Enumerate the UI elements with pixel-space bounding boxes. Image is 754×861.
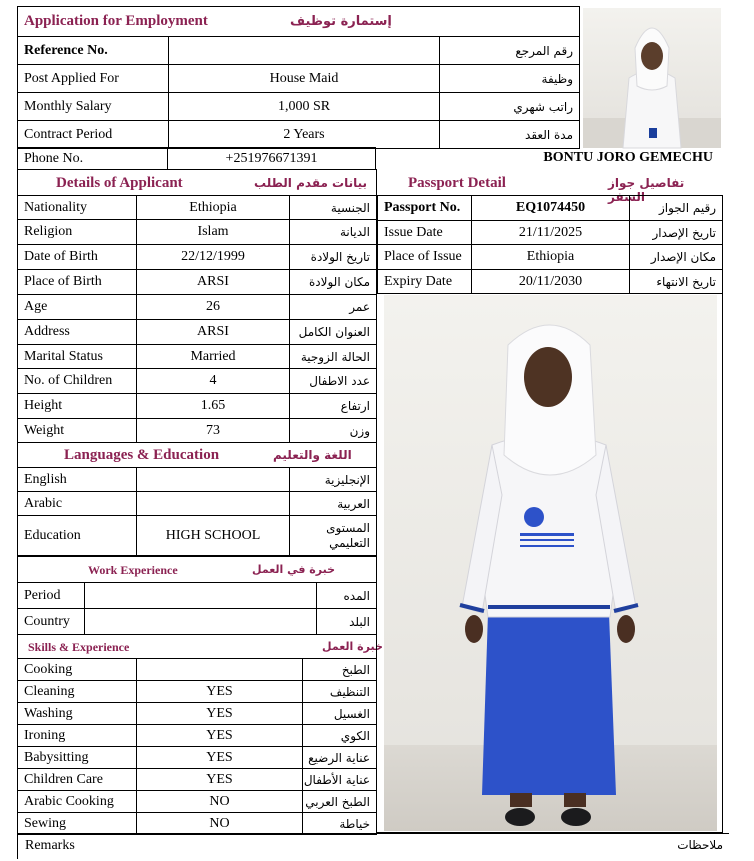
row-label: Place of Birth bbox=[18, 270, 137, 295]
row-ar: الديانة bbox=[290, 220, 377, 245]
top-table bbox=[17, 6, 580, 149]
table-row bbox=[18, 747, 377, 769]
table-row bbox=[18, 419, 377, 443]
row-value bbox=[85, 609, 317, 635]
languages-heading bbox=[18, 443, 377, 468]
row-value bbox=[137, 492, 290, 516]
row-label: Place of Issue bbox=[378, 245, 472, 270]
row-value: 4 bbox=[137, 369, 290, 394]
table-row bbox=[18, 270, 377, 295]
row-value: YES bbox=[137, 703, 303, 725]
work-heading-ar: خبرة في العمل bbox=[252, 563, 336, 576]
row-label: Arabic Cooking bbox=[18, 791, 137, 813]
row-value: 1.65 bbox=[137, 394, 290, 419]
table-row bbox=[378, 270, 723, 294]
form-title bbox=[18, 7, 580, 37]
row-label: Issue Date bbox=[378, 221, 472, 245]
row-value: Ethiopia bbox=[472, 245, 630, 270]
table-row bbox=[18, 813, 377, 835]
skills-heading-ar: خبرة العمل bbox=[322, 640, 383, 653]
top-ar: رقم المرجع bbox=[440, 37, 580, 65]
table-row bbox=[18, 769, 377, 791]
row-ar: عناية الرضيع bbox=[303, 747, 377, 769]
table-row bbox=[18, 791, 377, 813]
table-row bbox=[18, 609, 377, 635]
table-row bbox=[18, 703, 377, 725]
top-row bbox=[18, 65, 580, 93]
row-label: Passport No. bbox=[378, 196, 472, 221]
row-ar: الجنسية bbox=[290, 196, 377, 220]
table-row bbox=[378, 221, 723, 245]
row-value: YES bbox=[137, 681, 303, 703]
top-row bbox=[18, 93, 580, 121]
phone-table bbox=[17, 147, 376, 170]
row-value bbox=[85, 583, 317, 609]
row-value: ARSI bbox=[137, 320, 290, 345]
right-frame bbox=[376, 292, 723, 833]
row-ar: المده bbox=[317, 583, 377, 609]
table-row bbox=[18, 295, 377, 320]
row-ar: البلد bbox=[317, 609, 377, 635]
row-value: NO bbox=[137, 813, 303, 835]
table-row bbox=[18, 320, 377, 345]
work-heading bbox=[18, 557, 377, 583]
row-value: 22/12/1999 bbox=[137, 245, 290, 270]
details-heading-ar: بيانات مقدم الطلب bbox=[254, 176, 368, 190]
row-label: Cleaning bbox=[18, 681, 137, 703]
row-ar: الكوي bbox=[303, 725, 377, 747]
phone-value: +251976671391 bbox=[168, 148, 376, 170]
row-label: Children Care bbox=[18, 769, 137, 791]
details-heading-en: Details of Applicant bbox=[56, 175, 183, 191]
details-heading bbox=[18, 170, 377, 196]
row-ar: عدد الاطفال bbox=[290, 369, 377, 394]
row-value: NO bbox=[137, 791, 303, 813]
table-row bbox=[378, 196, 723, 221]
row-value: YES bbox=[137, 747, 303, 769]
row-label: Education bbox=[18, 516, 137, 556]
row-ar: الغسيل bbox=[303, 703, 377, 725]
table-row bbox=[18, 196, 377, 220]
row-value: 73 bbox=[137, 419, 290, 443]
row-ar: العنوان الكامل bbox=[290, 320, 377, 345]
row-ar: خياطة bbox=[303, 813, 377, 835]
remarks-row bbox=[17, 833, 729, 859]
top-row bbox=[18, 37, 580, 65]
table-row bbox=[18, 725, 377, 747]
row-value: Islam bbox=[137, 220, 290, 245]
row-ar: رقيم الجواز bbox=[630, 196, 723, 221]
table-row bbox=[18, 492, 377, 516]
table-row bbox=[18, 369, 377, 394]
table-row bbox=[18, 583, 377, 609]
row-label: No. of Children bbox=[18, 369, 137, 394]
passport-table bbox=[377, 195, 723, 294]
passport-heading-ar: تفاصيل جواز السفر bbox=[608, 176, 685, 204]
row-label: Babysitting bbox=[18, 747, 137, 769]
row-ar: عناية الأطفال bbox=[303, 769, 377, 791]
row-ar: التنظيف bbox=[303, 681, 377, 703]
title-ar: إستمارة توظيف bbox=[290, 14, 392, 29]
row-value: HIGH SCHOOL bbox=[137, 516, 290, 556]
row-label: Marital Status bbox=[18, 345, 137, 369]
row-label: Sewing bbox=[18, 813, 137, 835]
top-label: Post Applied For bbox=[18, 65, 169, 93]
row-label: Country bbox=[18, 609, 85, 635]
top-ar: راتب شهري bbox=[440, 93, 580, 121]
applicant-photo-small bbox=[583, 8, 721, 148]
languages-heading-en: Languages & Education bbox=[64, 447, 220, 463]
row-value: YES bbox=[137, 725, 303, 747]
languages-heading-ar: اللغة والتعليم bbox=[273, 448, 352, 462]
work-table bbox=[17, 556, 377, 635]
row-label: Religion bbox=[18, 220, 137, 245]
passport-heading bbox=[376, 170, 722, 204]
passport-heading-en: Passport Detail bbox=[408, 175, 506, 191]
row-ar: تاريخ الإصدار bbox=[630, 221, 723, 245]
table-row bbox=[18, 681, 377, 703]
row-label: Weight bbox=[18, 419, 137, 443]
row-value: EQ1074450 bbox=[472, 196, 630, 221]
row-value: ARSI bbox=[137, 270, 290, 295]
row-ar: الطبخ bbox=[303, 659, 377, 681]
row-ar: تاريخ الانتهاء bbox=[630, 270, 723, 294]
row-ar: تاريخ الولادة bbox=[290, 245, 377, 270]
title-en: Application for Employment bbox=[24, 13, 208, 29]
row-value bbox=[137, 659, 303, 681]
row-value: Married bbox=[137, 345, 290, 369]
top-value: 1,000 SR bbox=[169, 93, 440, 121]
table-row bbox=[18, 245, 377, 270]
row-label: Height bbox=[18, 394, 137, 419]
row-ar: مكان الولادة bbox=[290, 270, 377, 295]
row-value: YES bbox=[137, 769, 303, 791]
table-row bbox=[18, 468, 377, 492]
top-ar: وظيفة bbox=[440, 65, 580, 93]
row-label: Expiry Date bbox=[378, 270, 472, 294]
row-label: Ironing bbox=[18, 725, 137, 747]
top-row bbox=[18, 121, 580, 149]
work-heading-en: Work Experience bbox=[88, 563, 178, 577]
skills-table bbox=[17, 634, 383, 835]
top-value: House Maid bbox=[169, 65, 440, 93]
top-label: Contract Period bbox=[18, 121, 169, 149]
row-ar: الحالة الزوجية bbox=[290, 345, 377, 369]
row-label: English bbox=[18, 468, 137, 492]
top-value bbox=[169, 37, 440, 65]
row-value: 21/11/2025 bbox=[472, 221, 630, 245]
row-ar: مكان الإصدار bbox=[630, 245, 723, 270]
row-ar: العربية bbox=[290, 492, 377, 516]
row-value bbox=[137, 468, 290, 492]
applicant-name: BONTU JORO GEMECHU bbox=[543, 150, 713, 165]
top-ar: مدة العقد bbox=[440, 121, 580, 149]
row-label: Age bbox=[18, 295, 137, 320]
row-ar: المستوى التعليمي bbox=[290, 516, 377, 556]
table-row bbox=[18, 516, 377, 556]
remarks-ar: ملاحظات bbox=[677, 838, 723, 852]
row-value: Ethiopia bbox=[137, 196, 290, 220]
table-row bbox=[18, 220, 377, 245]
skills-heading-en: Skills & Experience bbox=[28, 640, 130, 654]
row-label: Nationality bbox=[18, 196, 137, 220]
row-ar: وزن bbox=[290, 419, 377, 443]
top-label: Monthly Salary bbox=[18, 93, 169, 121]
row-label: Period bbox=[18, 583, 85, 609]
remarks-label: Remarks bbox=[25, 838, 75, 853]
table-row bbox=[18, 394, 377, 419]
top-value: 2 Years bbox=[169, 121, 440, 149]
details-table bbox=[17, 169, 377, 556]
top-label: Reference No. bbox=[18, 37, 169, 65]
row-label: Washing bbox=[18, 703, 137, 725]
row-value: 26 bbox=[137, 295, 290, 320]
row-label: Address bbox=[18, 320, 137, 345]
row-ar: ارتفاع bbox=[290, 394, 377, 419]
row-label: Cooking bbox=[18, 659, 137, 681]
row-ar: عمر bbox=[290, 295, 377, 320]
row-value: 20/11/2030 bbox=[472, 270, 630, 294]
row-label: Date of Birth bbox=[18, 245, 137, 270]
row-ar: الإنجليزية bbox=[290, 468, 377, 492]
table-row bbox=[18, 345, 377, 369]
table-row bbox=[18, 659, 377, 681]
phone-label: Phone No. bbox=[18, 148, 168, 170]
row-label: Arabic bbox=[18, 492, 137, 516]
skills-heading bbox=[18, 635, 383, 659]
row-ar: الطبخ العربي bbox=[303, 791, 377, 813]
table-row bbox=[378, 245, 723, 270]
